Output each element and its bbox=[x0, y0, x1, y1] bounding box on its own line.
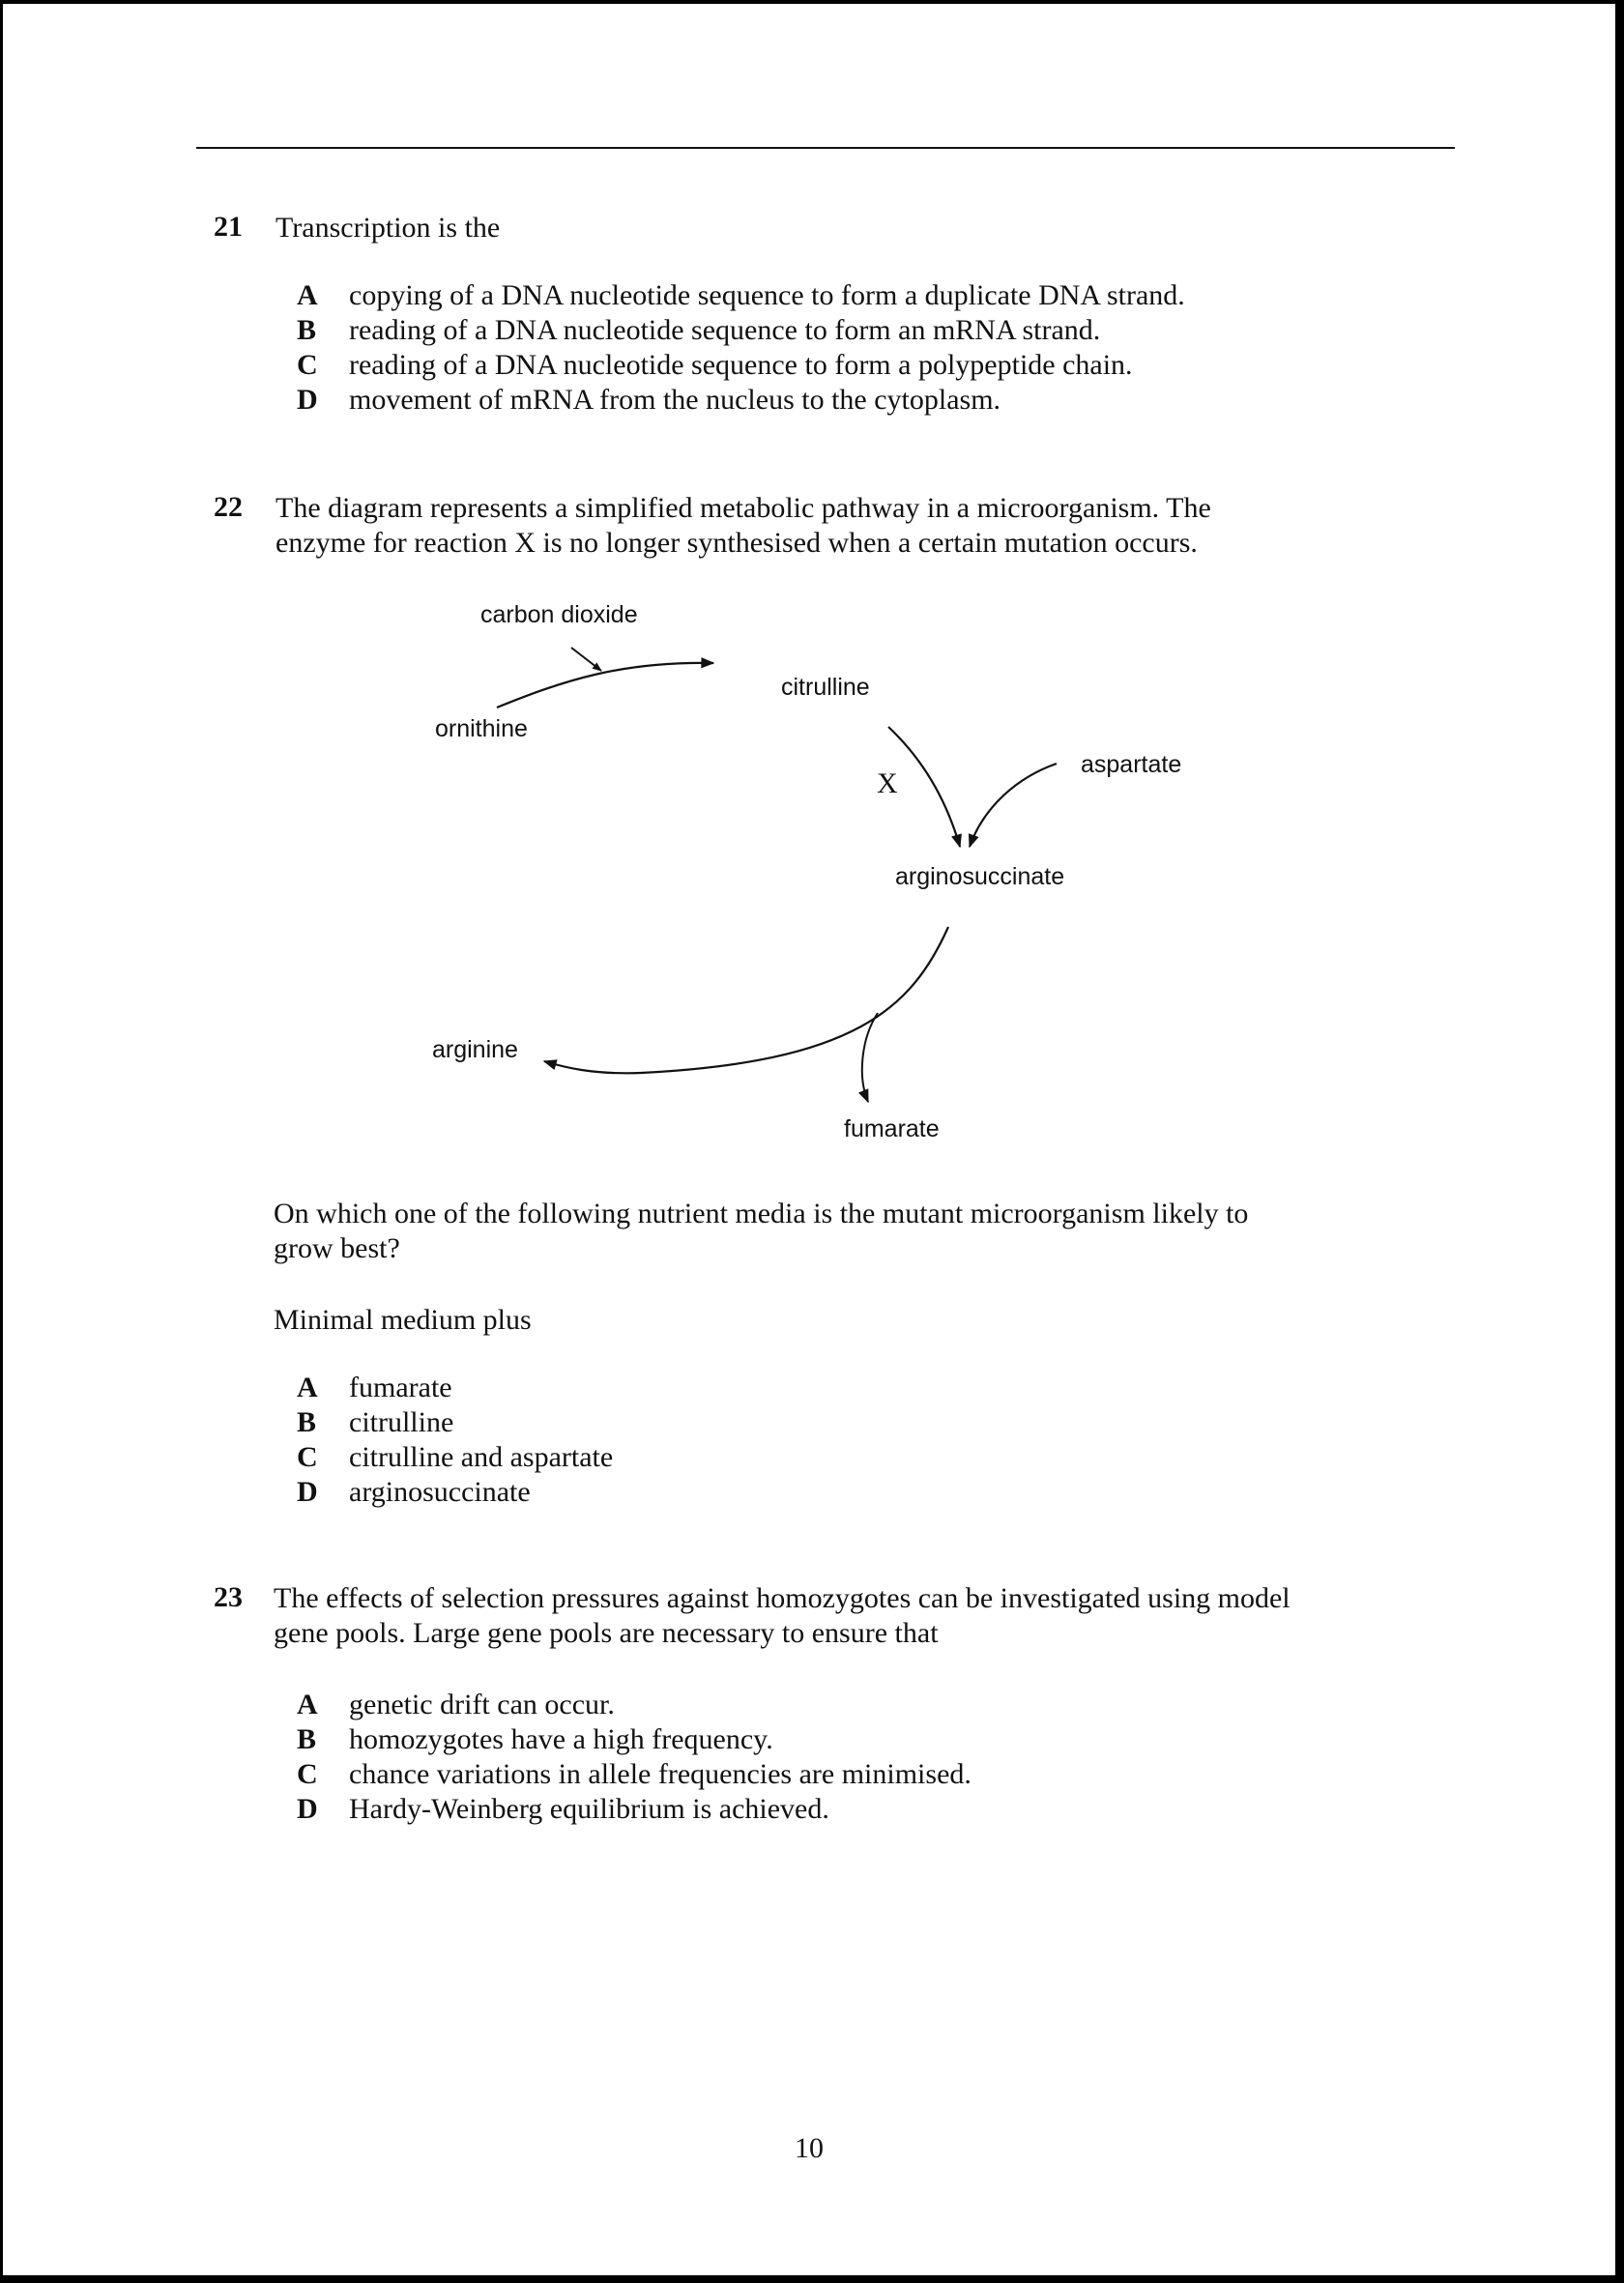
question-22-option-b bbox=[297, 1405, 453, 1440]
option-text: chance variations in allele frequencies are minimised. bbox=[349, 1758, 972, 1790]
option-text: copying of a DNA nucleotide sequence to form a duplicate DNA strand. bbox=[349, 279, 1185, 311]
fumarate-arrow bbox=[862, 1013, 878, 1102]
option-text: movement of mRNA from the nucleus to the cytoplasm. bbox=[349, 384, 1001, 416]
question-21-number: 21 bbox=[214, 211, 243, 243]
question-22-text-line-1: On which one of the following nutrient media is the mutant microorganism likely to bbox=[274, 1198, 1249, 1229]
question-23-option-d bbox=[297, 1792, 829, 1827]
option-letter: D bbox=[297, 1476, 318, 1508]
label-arginosuccinate: arginosuccinate bbox=[895, 863, 1065, 890]
option-letter: A bbox=[297, 279, 318, 311]
option-text: Hardy-Weinberg equilibrium is achieved. bbox=[349, 1793, 829, 1825]
option-letter: C bbox=[297, 349, 318, 381]
option-letter: A bbox=[297, 1372, 318, 1403]
option-letter: C bbox=[297, 1441, 318, 1473]
option-text: citrulline bbox=[349, 1406, 454, 1438]
question-23-option-a bbox=[297, 1688, 615, 1722]
label-fumarate: fumarate bbox=[844, 1115, 940, 1142]
reaction-x-arrow bbox=[888, 727, 960, 847]
option-letter: D bbox=[297, 384, 318, 416]
question-22-number: 22 bbox=[214, 491, 243, 523]
option-letter: B bbox=[297, 1406, 317, 1438]
carbon-dioxide-arrow bbox=[571, 648, 601, 671]
option-text: arginosuccinate bbox=[349, 1476, 531, 1508]
option-letter: D bbox=[297, 1793, 318, 1825]
question-22-option-d bbox=[297, 1475, 531, 1510]
question-21-stem: Transcription is the bbox=[276, 212, 501, 244]
option-letter: A bbox=[297, 1689, 318, 1720]
label-reaction-x: X bbox=[877, 767, 898, 799]
question-23-stem-line-1: The effects of selection pressures against homozygotes can be investigated using model bbox=[274, 1582, 1290, 1614]
metabolic-pathway-diagram bbox=[3, 4, 1615, 2275]
ornithine-to-citrulline-arrow bbox=[497, 663, 713, 708]
question-22-stem-line-1: The diagram represents a simplified metabolic pathway in a microorganism. The bbox=[276, 492, 1211, 524]
label-carbon-dioxide: carbon dioxide bbox=[480, 601, 638, 628]
aspartate-arrow bbox=[970, 764, 1057, 847]
option-letter: B bbox=[297, 314, 317, 346]
exam-page bbox=[3, 4, 1615, 2275]
option-text: homozygotes have a high frequency. bbox=[349, 1723, 773, 1755]
question-22-prompt: Minimal medium plus bbox=[274, 1304, 532, 1336]
option-text: reading of a DNA nucleotide sequence to form a polypeptide chain. bbox=[349, 349, 1133, 381]
question-22-option-c bbox=[297, 1440, 613, 1475]
arginosuccinate-to-arginine-arrow bbox=[544, 927, 948, 1073]
label-ornithine: ornithine bbox=[435, 715, 528, 742]
label-citrulline: citrulline bbox=[781, 674, 870, 701]
question-23-option-b bbox=[297, 1722, 773, 1757]
question-23-option-c bbox=[297, 1757, 972, 1792]
question-22-stem-line-2: enzyme for reaction X is no longer synthesised when a certain mutation occurs. bbox=[276, 527, 1198, 559]
question-23-number: 23 bbox=[214, 1581, 243, 1613]
option-text: genetic drift can occur. bbox=[349, 1689, 615, 1720]
question-22-option-a bbox=[297, 1371, 452, 1405]
question-22-text-line-2: grow best? bbox=[274, 1232, 400, 1264]
label-aspartate: aspartate bbox=[1081, 751, 1182, 778]
question-23-stem-line-2: gene pools. Large gene pools are necessary to ensure that bbox=[274, 1617, 939, 1649]
option-letter: B bbox=[297, 1723, 317, 1755]
label-arginine: arginine bbox=[432, 1036, 518, 1063]
option-text: reading of a DNA nucleotide sequence to form an mRNA strand. bbox=[349, 314, 1101, 346]
option-text: fumarate bbox=[349, 1372, 452, 1403]
option-text: citrulline and aspartate bbox=[349, 1441, 614, 1473]
option-letter: C bbox=[297, 1758, 318, 1790]
page-number: 10 bbox=[795, 2132, 824, 2164]
